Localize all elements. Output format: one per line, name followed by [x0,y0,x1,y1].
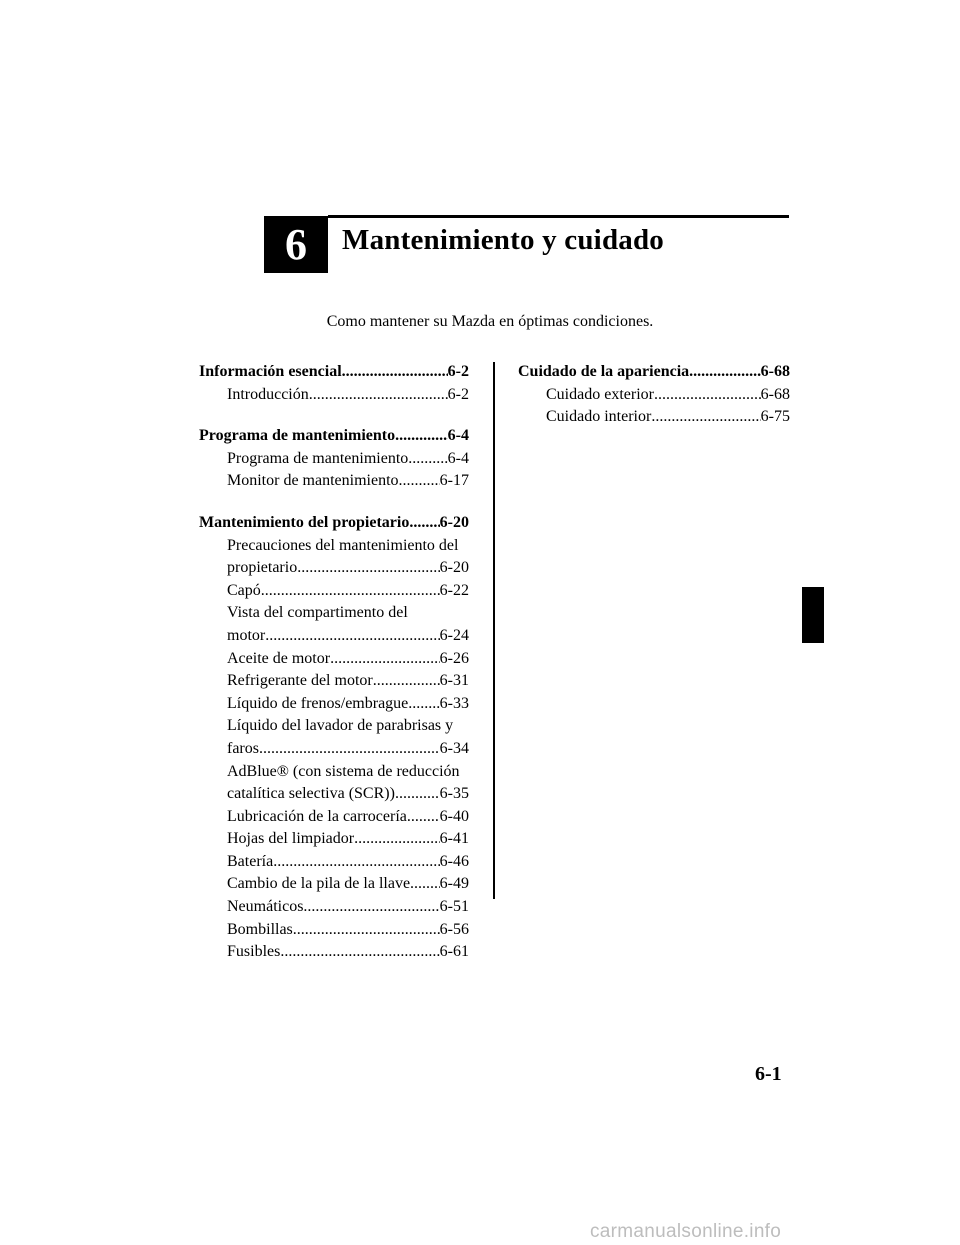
dot-leader [297,557,439,580]
toc-item-title: Lubricación de la carrocería [227,807,407,825]
toc-item-lubricacion[interactable] [199,806,469,829]
toc-item-precauciones[interactable] [199,557,469,580]
toc-item-pila[interactable] [199,873,469,896]
toc-item-page: 6-34 [439,739,469,757]
toc-item-page: 6-40 [439,807,469,825]
chapter-subtitle: Como mantener su Mazda en óptimas condiciones. [326,313,654,330]
toc-item-page: 6-4 [447,449,469,467]
toc-item-capo[interactable] [199,580,469,603]
toc-heading-cuidado-apariencia[interactable] [518,361,790,384]
toc-item-vista[interactable] [199,625,469,648]
toc-item-page: 6-49 [439,875,469,893]
toc-heading-title: Información esencial [199,363,342,380]
column-divider [493,362,495,899]
toc-item-page: 6-2 [447,385,469,403]
toc-item-title: motor [227,626,266,644]
toc-heading-title: Cuidado de la apariencia [518,363,690,380]
toc-item-page: 6-68 [760,385,790,403]
dot-leader [273,851,439,874]
toc-item-refrigerante[interactable] [199,670,469,693]
dot-leader [330,648,440,671]
dot-leader [309,384,448,407]
toc-right-column [518,361,790,448]
toc-item-programa[interactable] [199,448,469,471]
toc-item-page: 6-46 [439,852,469,870]
toc-item-title: Fusibles [227,943,281,961]
toc-item-precauciones-line1[interactable]: Precauciones del mantenimiento del [227,536,459,554]
toc-item-lavador[interactable] [199,738,469,761]
dot-leader [342,361,448,384]
toc-item-vista-line1[interactable]: Vista del compartimento del [227,604,408,622]
toc-item-page: 6-56 [439,920,469,938]
toc-item-page: 6-33 [439,694,469,712]
dot-leader [689,361,761,384]
watermark: carmanualsonline.info [590,1221,782,1242]
toc-heading-title: Programa de mantenimiento [199,427,396,445]
header-rule [328,215,789,218]
toc-item-page: 6-26 [439,649,469,667]
dot-leader [395,425,448,448]
toc-section-mantenimiento-propietario [199,512,469,964]
toc-item-title: faros [227,739,259,757]
toc-section-cuidado-apariencia [518,361,790,429]
toc-item-page: 6-35 [439,785,469,803]
dot-leader [651,406,760,429]
toc-heading-page: 6-4 [447,427,469,445]
toc-item-title: Neumáticos [227,898,304,916]
dot-leader [265,625,439,648]
toc-item-title: Monitor de mantenimiento [227,472,399,490]
toc-item-page: 6-41 [439,830,469,848]
toc-item-adblue[interactable] [199,783,469,806]
toc-item-title: Refrigerante del motor [227,672,373,690]
toc-item-bombillas[interactable] [199,919,469,942]
toc-item-title: Aceite de motor [227,649,331,667]
toc-heading-informacion-esencial[interactable] [199,361,469,384]
dot-leader [395,783,440,806]
chapter-title: Mantenimiento y cuidado [342,224,664,256]
dot-leader [354,828,440,851]
dot-leader [654,384,761,407]
toc-item-title: Hojas del limpiador [227,830,355,848]
toc-item-fusibles[interactable] [199,941,469,964]
toc-item-title: Líquido de frenos/embrague [227,694,409,712]
toc-item-page: 6-51 [439,898,469,916]
toc-heading-programa[interactable] [199,425,469,448]
toc-item-title: Capó [227,581,261,599]
toc-heading-mantenimiento-propietario[interactable] [199,512,469,535]
toc-left-column [199,361,469,983]
dot-leader [408,693,439,716]
toc-item-introduccion[interactable] [199,384,469,407]
toc-item-hojas[interactable] [199,828,469,851]
toc-item-lavador-line1[interactable]: Líquido del lavador de parabrisas y [227,717,454,735]
toc-item-title: propietario [227,559,298,577]
toc-heading-page: 6-20 [439,513,469,531]
toc-item-title: Batería [227,852,274,870]
toc-item-page: 6-20 [439,559,469,577]
dot-leader [399,470,440,493]
chapter-thumb-tab [802,587,824,643]
toc-heading-page: 6-68 [760,363,790,380]
toc-item-page: 6-22 [439,581,469,599]
toc-item-bateria[interactable] [199,851,469,874]
toc-item-page: 6-31 [439,672,469,690]
toc-section-informacion-esencial [199,361,469,406]
dot-leader [408,448,447,471]
dot-leader [303,896,439,919]
toc-item-frenos[interactable] [199,693,469,716]
dot-leader [261,580,440,603]
toc-item-cuidado-exterior[interactable] [518,384,790,407]
toc-heading-page: 6-2 [447,363,469,380]
dot-leader [409,512,439,535]
toc-item-page: 6-17 [439,472,469,490]
toc-item-page: 6-24 [439,626,469,644]
dot-leader [259,738,440,761]
toc-item-adblue-line1[interactable]: AdBlue® (con sistema de reducción [227,762,460,780]
chapter-number-badge: 6 [264,216,328,273]
toc-item-title: Bombillas [227,920,293,938]
toc-item-title: Cuidado interior [546,408,652,426]
dot-leader [407,806,440,829]
dot-leader [410,873,440,896]
toc-item-title: catalítica selectiva (SCR)) [227,785,395,803]
toc-item-cuidado-interior[interactable] [518,406,790,429]
toc-item-aceite[interactable] [199,648,469,671]
page-number: 6-1 [755,1063,782,1085]
toc-item-page: 6-75 [760,408,790,426]
toc-item-title: Cambio de la pila de la llave [227,875,411,893]
toc-item-title: Cuidado exterior [546,385,654,403]
dot-leader [293,919,440,942]
toc-item-page: 6-61 [439,943,469,961]
dot-leader [373,670,440,693]
toc-item-neumaticos[interactable] [199,896,469,919]
toc-heading-title: Mantenimiento del propietario [199,513,410,531]
toc-item-title: Introducción [227,385,309,403]
toc-item-title: Programa de mantenimiento [227,449,409,467]
dot-leader [280,941,439,964]
toc-item-monitor[interactable] [199,470,469,493]
toc-section-programa [199,425,469,493]
